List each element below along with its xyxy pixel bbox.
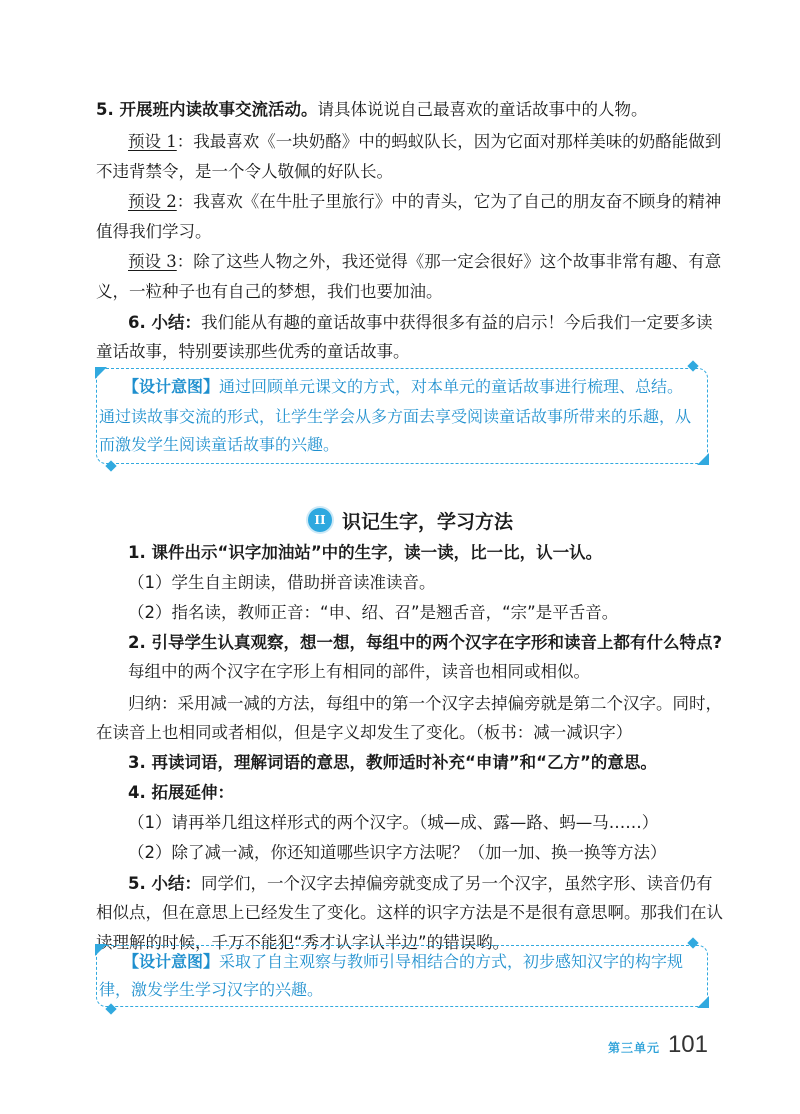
p2-item2-summary-1: 归纳：采用减一减的方法，每组中的第一个汉字去掉偏旁就是第二个汉字。同时， <box>128 694 722 713</box>
p2-item2-answer: 每组中的两个汉字在字形上有相同的部件，读音也相同或相似。 <box>128 662 590 681</box>
p2-item5-line3: 读理解的时候，千万不能犯“秀才认字认半边”的错误哟。 <box>96 933 510 952</box>
p2-item5-head: 5. 小结： <box>128 874 201 893</box>
preset3-line1 <box>128 250 721 274</box>
p2-item1-b: （2）指名读，教师正音：“申、绍、召”是翘舌音，“宗”是平舌音。 <box>128 603 619 622</box>
p2-item3: 3. 再读词语，理解词语的意思，教师适时补充“申请”和“乙方”的意思。 <box>128 753 657 772</box>
item6-text1: 我们能从有趣的童话故事中获得很多有益的启示！今后我们一定要多读 <box>201 313 713 332</box>
page-footer <box>608 1031 708 1059</box>
roman-numeral-icon: II <box>308 508 332 532</box>
design1-tag: 【设计意图】 <box>123 377 220 396</box>
corner-decoration <box>105 1003 116 1014</box>
p2-item5-line1 <box>128 872 713 896</box>
item6-head: 6. 小结： <box>128 313 201 332</box>
p2-item1: 1. 课件出示“识字加油站”中的生字，读一读，比一比，认一认。 <box>128 543 603 562</box>
p2-item4: 4. 拓展延伸： <box>128 783 234 802</box>
corner-decoration <box>95 367 107 379</box>
design-intent-box-2 <box>96 945 708 1007</box>
p2-item2: 2. 引导学生认真观察，想一想，每组中的两个汉字在字形和读音上都有什么特点? <box>128 633 723 652</box>
p2-item4-b: （2）除了减一减，你还知道哪些识字方法呢？（加一加、换一换等方法） <box>128 843 667 862</box>
design2-line2: 律，激发学生学习汉字的兴趣。 <box>99 980 324 999</box>
p2-item4-a: （1）请再举几组这样形式的两个汉字。（城—成、露—路、蚂—马……） <box>128 813 659 832</box>
preset1-label: 预设 1 <box>128 132 177 151</box>
section-heading <box>308 506 513 534</box>
item5-rest: 请具体说说自己最喜欢的童话故事中的人物。 <box>317 100 648 119</box>
design1-line2: 通过读故事交流的形式，让学生学会从多方面去享受阅读童话故事所带来的乐趣，从 <box>99 407 692 426</box>
design2-text1: 采取了自主观察与教师引导相结合的方式，初步感知汉字的构字规 <box>219 952 684 971</box>
corner-decoration <box>105 460 116 471</box>
p2-item5-text1: 同学们，一个汉字去掉偏旁就变成了另一个汉字，虽然字形、读音仍有 <box>201 874 713 893</box>
page-number: 101 <box>667 1031 708 1058</box>
item6-line2: 童话故事，特别要读那些优秀的童话故事。 <box>96 342 410 361</box>
preset1-line2: 不违背禁令，是一个令人敬佩的好队长。 <box>96 162 393 181</box>
corner-decoration <box>687 360 698 371</box>
design1-line3: 而激发学生阅读童话故事的兴趣。 <box>99 435 340 454</box>
design1-line1 <box>123 375 683 399</box>
item5-line <box>96 98 648 122</box>
preset2-line1 <box>128 190 721 214</box>
p2-item2-summary-2: 在读音上也相同或者相似，但是字义却发生了变化。（板书：减一减识字） <box>96 723 633 742</box>
preset3-label: 预设 3 <box>128 252 177 271</box>
preset1-line1 <box>128 130 721 154</box>
corner-decoration <box>95 944 107 956</box>
p2-item1-a: （1）学生自主朗读，借助拼音读准读音。 <box>128 573 436 592</box>
design2-tag: 【设计意图】 <box>123 952 220 971</box>
item5-head: 5. 开展班内读故事交流活动。 <box>96 100 318 119</box>
corner-decoration <box>697 453 709 465</box>
preset2-label: 预设 2 <box>128 192 177 211</box>
design1-text1: 通过回顾单元课文的方式，对本单元的童话故事进行梳理、总结。 <box>219 377 684 396</box>
corner-decoration <box>697 996 709 1008</box>
unit-label: 第三单元 <box>607 1041 660 1055</box>
design2-line1 <box>123 950 683 974</box>
preset3-line2: 义，一粒种子也有自己的梦想，我们也要加油。 <box>96 282 443 301</box>
preset2-text1: ：我喜欢《在牛肚子里旅行》中的青头，它为了自己的朋友奋不顾身的精神 <box>176 192 722 211</box>
preset3-text1: ：除了这些人物之外，我还觉得《那一定会很好》这个故事非常有趣、有意 <box>176 252 722 271</box>
p2-item5-line2: 相似点，但在意思上已经发生了变化。这样的识字方法是不是很有意思啊。那我们在认 <box>96 903 723 922</box>
preset2-line2: 值得我们学习。 <box>96 222 212 241</box>
design-intent-box-1 <box>96 368 708 464</box>
section-title: 识记生字，学习方法 <box>342 510 514 533</box>
corner-decoration <box>687 937 698 948</box>
preset1-text1: ：我最喜欢《一块奶酪》中的蚂蚁队长，因为它面对那样美味的奶酪能做到 <box>176 132 722 151</box>
item6-line1 <box>128 311 713 335</box>
